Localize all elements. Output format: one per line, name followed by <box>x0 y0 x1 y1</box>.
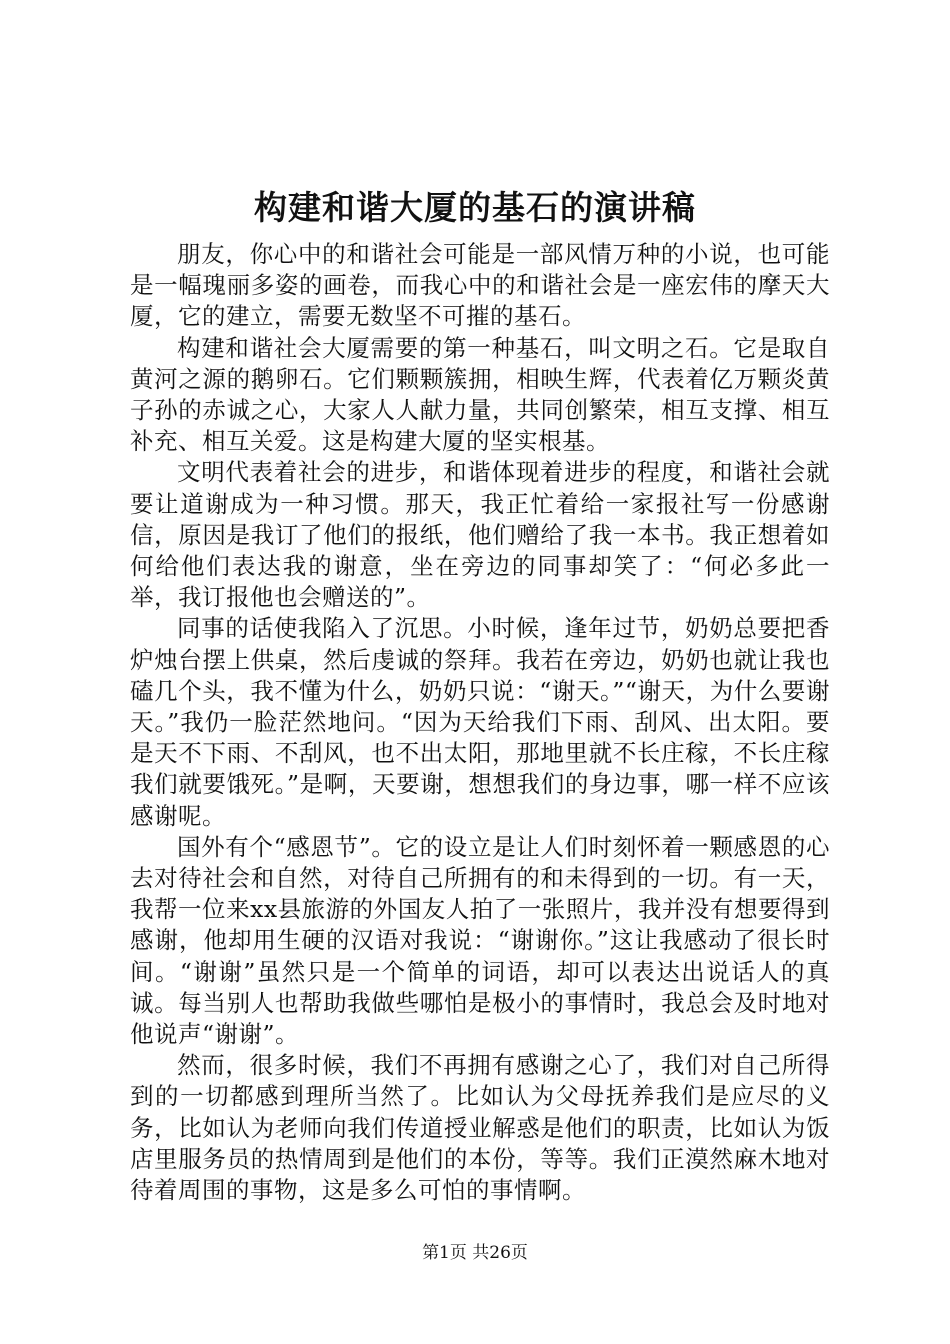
document-body <box>130 239 830 1206</box>
page-footer <box>0 1241 950 1265</box>
paragraph: 朋友，你心中的和谐社会可能是一部风情万种的小说，也可能是一幅瑰丽多姿的画卷，而我心中的和谐社会是一座宏伟的摩天大厦，它的建立，需要无数坚不可摧的基石。 <box>130 240 830 331</box>
paragraph: 文明代表着社会的进步，和谐体现着进步的程度，和谐社会就要让道谢成为一种习惯。那天，我正忙着给一家报社写一份感谢信，原因是我订了他们的报纸，他们赠给了我一本书。我正想着如何给他们表达我的谢意，坐在旁边的同事却笑了：“何必多此一举，我订报他也会赠送的”。 <box>130 458 830 612</box>
paragraph: 同事的话使我陷入了沉思。小时候，逢年过节，奶奶总要把香炉烛台摆上供桌，然后虔诚的祭拜。我若在旁边，奶奶也就让我也磕几个头，我不懂为什么，奶奶只说：“谢天。”“谢天，为什么要谢天。”我仍一脸茫然地问。“因为天给我们下雨、刮风、出太阳。要是天不下雨、不刮风，也不出太阳，那地里就不长庄稼，不长庄稼我们就要饿死。”是啊，天要谢，想想我们的身边事，哪一样不应该感谢呢。 <box>130 614 830 830</box>
paragraph: 构建和谐社会大厦需要的第一种基石，叫文明之石。它是取自黄河之源的鹅卵石。它们颗颗簇拥，相映生辉，代表着亿万颗炎黄子孙的赤诚之心，大家人人献力量，共同创繁荣，相互支撑、相互补充、相互关爱。这是构建大厦的坚实根基。 <box>130 333 830 456</box>
page-number: 第1页 共26页 <box>422 1243 528 1263</box>
paragraph: 国外有个“感恩节”。它的设立是让人们时刻怀着一颗感恩的心去对待社会和自然，对待自己所拥有的和未得到的一切。有一天，我帮一位来xx县旅游的外国友人拍了一张照片，我并没有想要得到感谢，他却用生硬的汉语对我说：“谢谢你。”这让我感动了很长时间。“谢谢”虽然只是一个简单的词语，却可以表达出说话人的真诚。每当别人也帮助我做些哪怕是极小的事情时，我总会及时地对他说声“谢谢”。 <box>130 832 830 1049</box>
paragraph: 然而，很多时候，我们不再拥有感谢之心了，我们对自己所得到的一切都感到理所当然了。比如认为父母抚养我们是应尽的义务，比如认为老师向我们传道授业解惑是他们的职责，比如认为饭店里服务员的热情周到是他们的本份，等等。我们正漠然麻木地对待着周围的事物，这是多么可怕的事情啊。 <box>130 1051 830 1205</box>
document-title: 构建和谐大厦的基石的演讲稿 <box>254 188 696 227</box>
